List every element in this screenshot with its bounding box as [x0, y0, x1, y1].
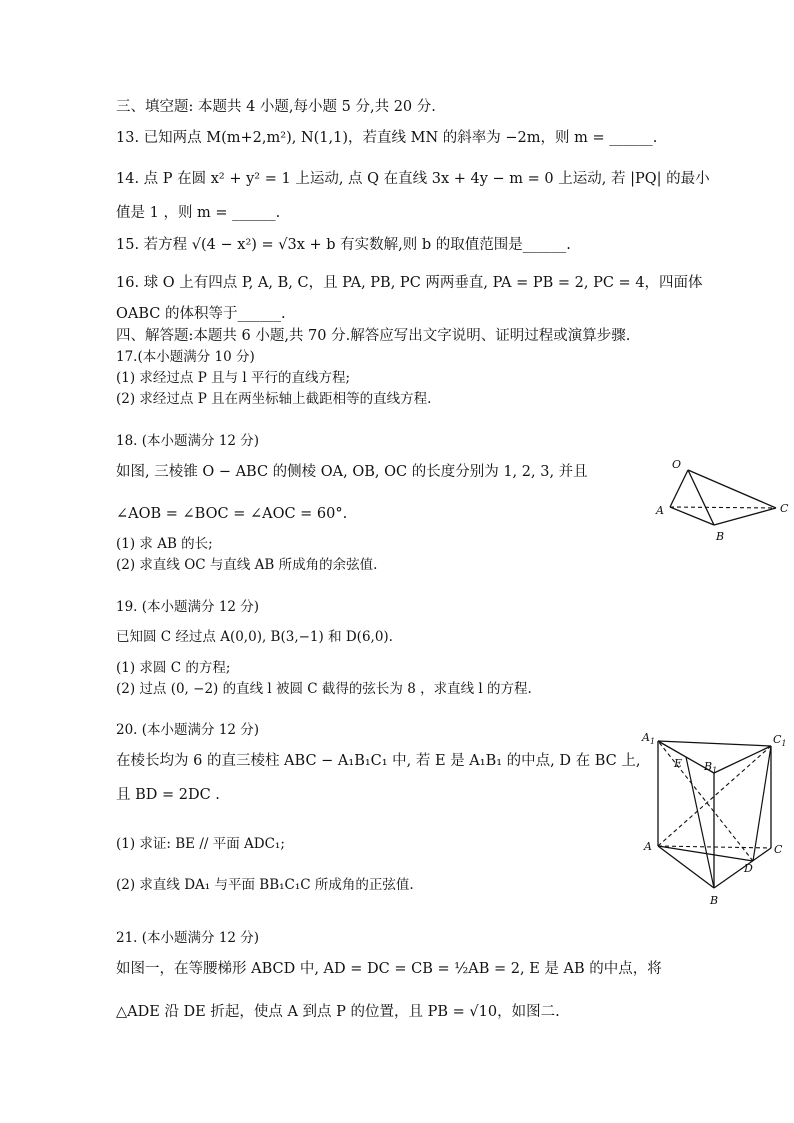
- label-b: B: [710, 894, 719, 907]
- question-21-stem-line1: 如图一，在等腰梯形 ABCD 中, AD = DC = CB = ½AB = 2, E 是 AB 的中点，将: [116, 961, 662, 977]
- label-o: O: [672, 458, 682, 471]
- label-c1: $C_1$: [773, 733, 787, 748]
- label-e: E: [674, 757, 683, 770]
- label-a: A: [656, 504, 664, 517]
- label-a: A: [644, 840, 652, 853]
- question-13: 13. 已知两点 M(m+2,m²), N(1,1)，若直线 MN 的斜率为 −2m，则 m = ______.: [116, 130, 658, 146]
- question-16-line1: 16. 球 O 上有四点 P, A, B, C，且 PA, PB, PC 两两垂直, PA = PB = 2, PC = 4，四面体: [116, 275, 703, 291]
- question-18-part2: (2) 求直线 OC 与直线 AB 所成角的余弦值.: [116, 557, 378, 573]
- question-20-stem-line2: 且 BD = 2DC .: [116, 787, 220, 803]
- question-18-title: 18. (本小题满分 12 分): [116, 433, 260, 449]
- question-18-stem-line2: ∠AOB = ∠BOC = ∠AOC = 60°.: [116, 506, 348, 522]
- question-20-part2: (2) 求直线 DA₁ 与平面 BB₁C₁C 所成角的正弦值.: [116, 877, 414, 893]
- question-21-title: 21. (本小题满分 12 分): [116, 930, 260, 946]
- question-19-part2: (2) 过点 (0, −2) 的直线 l 被圆 C 截得的弦长为 8 ，求直线 l 的方程.: [116, 681, 532, 697]
- question-19-stem: 已知圆 C 经过点 A(0,0), B(3,−1) 和 D(6,0).: [116, 629, 393, 645]
- label-a1: $A_1$: [642, 731, 656, 746]
- pyramid-figure: [648, 452, 794, 548]
- question-14-line2: 值是 1 ，则 m = ______.: [116, 205, 281, 221]
- question-18-stem-line1: 如图, 三棱锥 O − ABC 的侧棱 OA, OB, OC 的长度分别为 1, 2, 3, 并且: [116, 464, 588, 480]
- prism-figure: [638, 726, 794, 910]
- section4-heading: 四、解答题:本题共 6 小题,共 70 分.解答应写出文字说明、证明过程或演算步骤.: [116, 328, 631, 344]
- label-c: C: [780, 502, 789, 515]
- question-14-line1: 14. 点 P 在圆 x² + y² = 1 上运动, 点 Q 在直线 3x + 4y − m = 0 上运动, 若 |PQ| 的最小: [116, 171, 710, 187]
- question-17-part1: (1) 求经过点 P 且与 l 平行的直线方程;: [116, 370, 351, 386]
- question-18-part1: (1) 求 AB 的长;: [116, 536, 213, 552]
- label-c: C: [774, 843, 783, 856]
- label-b1: $B_1$: [704, 760, 718, 775]
- question-19-part1: (1) 求圆 C 的方程;: [116, 660, 231, 676]
- question-17-part2: (2) 求经过点 P 且在两坐标轴上截距相等的直线方程.: [116, 391, 432, 407]
- question-19-title: 19. (本小题满分 12 分): [116, 599, 260, 615]
- question-17-title: 17.(本小题满分 10 分): [116, 349, 255, 365]
- question-20-stem-line1: 在棱长均为 6 的直三棱柱 ABC − A₁B₁C₁ 中, 若 E 是 A₁B₁ 的中点, D 在 BC 上,: [116, 753, 641, 769]
- label-b: B: [716, 530, 725, 543]
- label-d: D: [744, 862, 753, 875]
- question-16-line2: OABC 的体积等于______.: [116, 306, 286, 322]
- question-20-part1: (1) 求证: BE // 平面 ADC₁;: [116, 836, 285, 852]
- question-15: 15. 若方程 √(4 − x²) = √3x + b 有实数解,则 b 的取值范围是______.: [116, 237, 571, 253]
- section3-heading: 三、填空题: 本题共 4 小题,每小题 5 分,共 20 分.: [116, 99, 436, 115]
- question-20-title: 20. (本小题满分 12 分): [116, 722, 260, 738]
- question-21-stem-line2: △ADE 沿 DE 折起，使点 A 到点 P 的位置，且 PB = √10，如图二.: [116, 1004, 560, 1020]
